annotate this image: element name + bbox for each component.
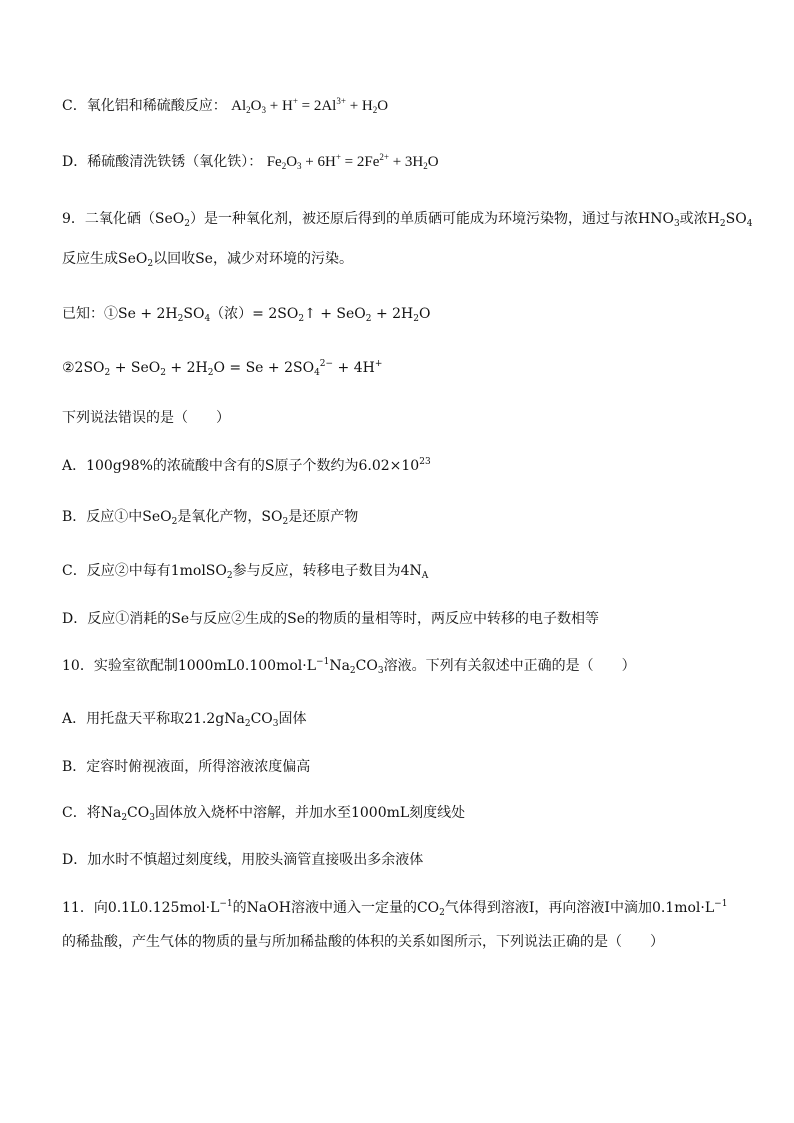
q11-stem-line2: 的稀盐酸，产生气体的物质的量与所加稀盐酸的体积的关系如图所示，下列说法正确的是（ ） — [62, 934, 664, 950]
q9-option-a: A．100g98%的浓硫酸中含有的S原子个数约为$6.02\times 10^{23}$ — [62, 457, 431, 474]
q9-option-b: B．反应①中SeO$_2$是氧化产物，$SO_2$是还原产物 — [62, 509, 359, 527]
known-reaction-1: 已知：①Se + $2H_2SO_4$（浓）= $2SO_2↑ + SeO_2 + 2H_2O$ — [62, 306, 431, 324]
d8-label: D．稀硫酸清洗铁锈（氧化铁）： — [62, 154, 263, 170]
q11-stem-line1: 11．向$0.1L0.125mol\cdot L^{-1}$的NaOH溶液中通入一定量的$CO_2$气体得到溶液I，再向溶液I中滴加$0.1mol\cdot L^{-1}$ — [62, 899, 728, 918]
q10-stem: 10．实验室欲配制$1000mL0.100mol\cdot L^{-1}Na_2CO_3$溶液。下列有关叙述中正确的是（ ） — [62, 657, 636, 676]
q9-option-c: C．反应②中每有1molSO$_2$参与反应，转移电子数目为$4N_A$ — [62, 563, 429, 581]
q10-option-a: A．用托盘天平称取$21.2gNa_2CO_3$固体 — [62, 711, 307, 729]
c8-label: C．氧化铝和稀硫酸反应： — [62, 98, 227, 114]
q9-stem-line1: 9．二氧化硒（SeO$_2$）是一种氧化剂，被还原后得到的单质硒可能成为环境污染物，通过与浓$HNO_3$或浓$H_2SO_4$ — [62, 211, 753, 229]
q9-option-d: D．反应①消耗的Se与反应②生成的Se的物质的量相等时，两反应中转移的电子数相等 — [62, 611, 599, 627]
q9-stem-line2: 反应生成SeO$_2$以回收Se，减少对环境的污染。 — [62, 251, 353, 269]
q10-option-d: D．加水时不慎超过刻度线，用胶头滴管直接吸出多余液体 — [62, 852, 424, 868]
q9-question: 下列说法错误的是（ ） — [62, 410, 230, 426]
d8-line — [62, 152, 439, 172]
q10-option-b: B．定容时俯视液面，所得溶液浓度偏高 — [62, 759, 311, 775]
q10-option-c: C．将$Na_2CO_3$固体放入烧杯中溶解，并加水至1000mL刻度线处 — [62, 805, 466, 823]
c8-equation: $Al_2O_3 + H^+ = 2Al^{3+} + H_2O$ — [231, 96, 389, 115]
known-reaction-2: $②2SO_2 + SeO_2 + 2H_2O = Se + 2SO_4^{2-} + 4H^+$ — [62, 359, 383, 378]
c8-line — [62, 96, 388, 116]
d8-equation: $Fe_2O_3 + 6H^+ = 2Fe^{2+} + 3H_2O$ — [266, 152, 439, 171]
